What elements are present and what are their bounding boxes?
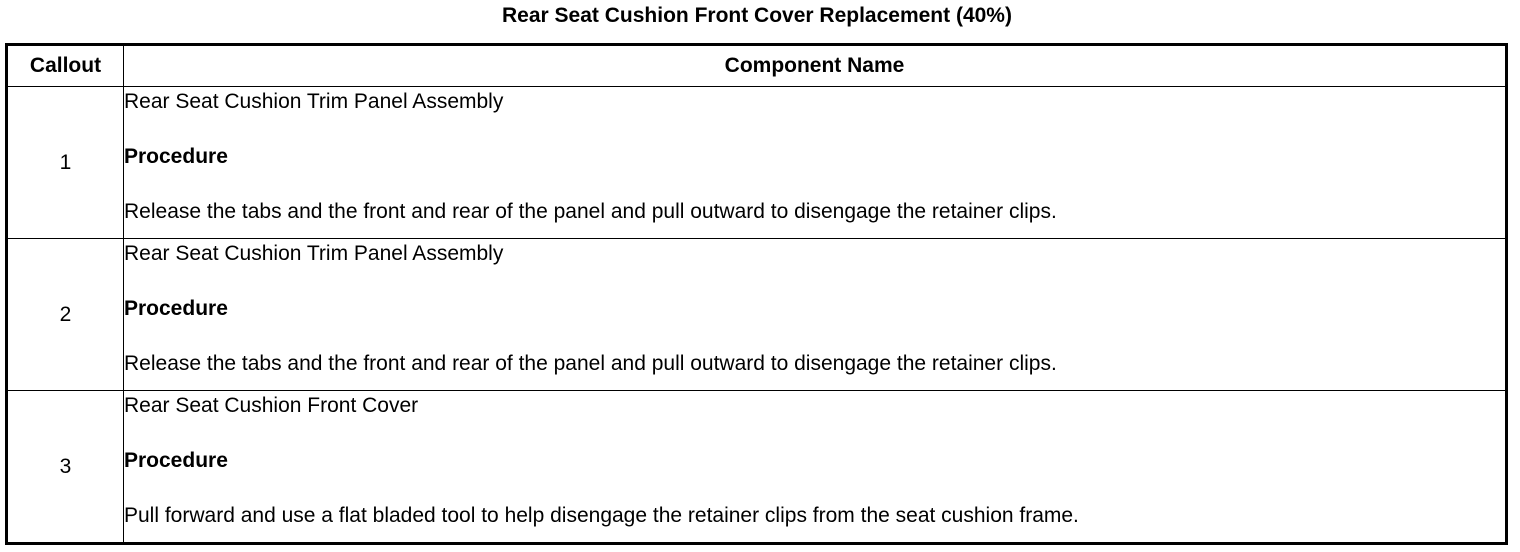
table-row: [7, 391, 1507, 544]
component-name: Rear Seat Cushion Trim Panel Assembly: [124, 242, 504, 265]
procedure-text: Release the tabs and the front and rear of the panel and pull outward to disengage the retainer clips.: [124, 200, 1057, 223]
callout-number: 2: [7, 239, 124, 391]
procedure-text: Pull forward and use a flat bladed tool to help disengage the retainer clips from the seat cushion frame.: [124, 504, 1079, 527]
page-title: Rear Seat Cushion Front Cover Replacement (40%): [502, 4, 1012, 27]
table-row: [7, 239, 1507, 391]
component-cell: [124, 239, 1507, 391]
callout-header: Callout: [7, 45, 124, 87]
procedure-label: Procedure: [124, 145, 228, 168]
procedure-text: Release the tabs and the front and rear of the panel and pull outward to disengage the retainer clips.: [124, 352, 1057, 375]
component-table: [5, 43, 1508, 545]
table-row: [7, 87, 1507, 239]
callout-number: 3: [7, 391, 124, 544]
procedure-label: Procedure: [124, 297, 228, 320]
component-name: Rear Seat Cushion Trim Panel Assembly: [124, 90, 504, 113]
component-name: Rear Seat Cushion Front Cover: [124, 394, 419, 417]
component-cell: [124, 87, 1507, 239]
callout-number: 1: [7, 87, 124, 239]
table-header-row: [7, 45, 1507, 87]
component-cell: [124, 391, 1507, 544]
component-name-header: Component Name: [124, 45, 1507, 87]
procedure-label: Procedure: [124, 449, 228, 472]
